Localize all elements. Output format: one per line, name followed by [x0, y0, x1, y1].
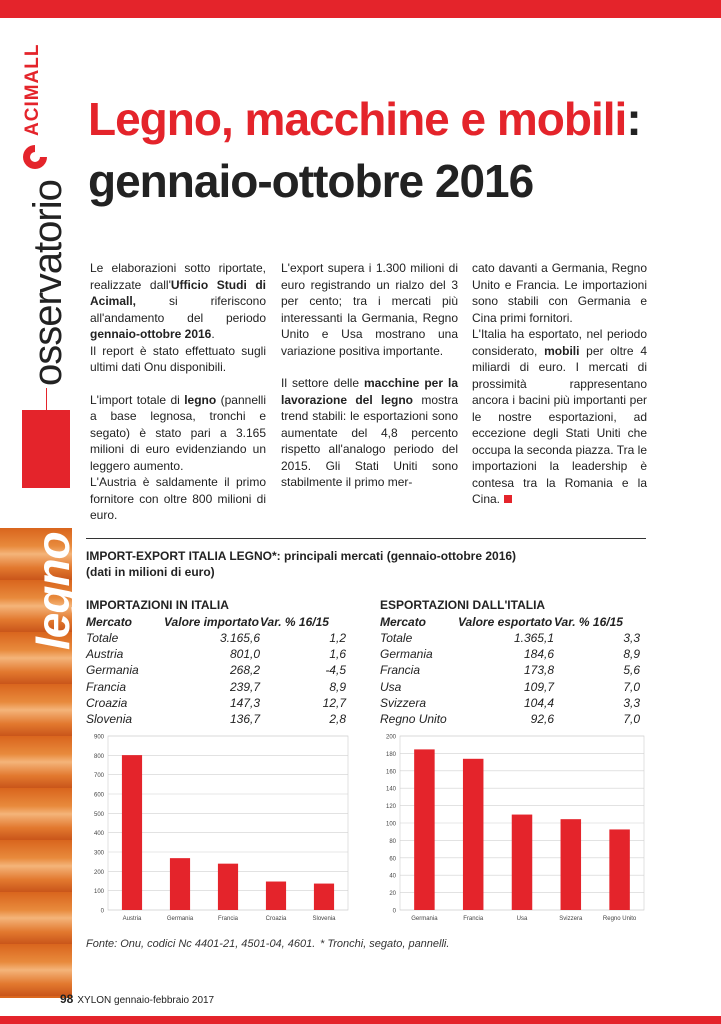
- y-tick-label: 900: [93, 734, 104, 741]
- y-tick-label: 160: [385, 769, 396, 776]
- table-cell: 8,9: [623, 647, 640, 662]
- x-tick-label: Svizzera: [559, 916, 583, 922]
- article-column-1: [90, 260, 266, 540]
- table-cell: Totale: [380, 631, 413, 646]
- table-row: [86, 711, 346, 727]
- y-tick-label: 140: [385, 786, 396, 793]
- x-tick-label: Germania: [411, 916, 438, 922]
- side-divider: [46, 388, 47, 412]
- table-divider: [86, 538, 646, 539]
- table-title: IMPORT-EXPORT ITALIA LEGNO*: principali mercati (gennaio-ottobre 2016) (dati in milioni di euro): [86, 549, 517, 579]
- table-row: [380, 679, 640, 695]
- page-number: 98: [60, 992, 74, 1006]
- column-header: Mercato: [380, 615, 427, 629]
- table-row: [86, 662, 346, 678]
- table-cell: 3,3: [623, 695, 640, 710]
- x-tick-label: Austria: [122, 916, 142, 922]
- table-cell: Germania: [86, 663, 139, 678]
- exports-bar-chart: [374, 728, 648, 928]
- bar: [609, 829, 629, 910]
- bar: [463, 759, 483, 910]
- source-note: Fonte: Onu, codici Nc 4401-21, 4501-04, 4601.: [86, 938, 316, 950]
- table-row: [86, 679, 346, 695]
- imports-table: [86, 598, 346, 727]
- exports-table: [380, 598, 640, 727]
- bar: [218, 864, 238, 910]
- paragraph: Il settore delle macchine per la lavorazione del legno mostra trend stabili: le esportazioni sono aumentate del 4,8 percento rispetto all'analogo periodo del 2015. Gli Stati Uniti sono stabilmente il primo mer-: [281, 376, 458, 489]
- bar: [170, 858, 190, 910]
- x-tick-label: Slovenia: [312, 916, 336, 922]
- table-cell: Regno Unito: [380, 712, 447, 727]
- y-tick-label: 80: [389, 838, 396, 845]
- table-row: [380, 630, 640, 646]
- y-tick-label: 500: [93, 811, 104, 818]
- x-tick-label: Usa: [516, 916, 528, 922]
- paragraph: Le elaborazioni sotto riportate, realizzate dall'Ufficio Studi di Acimall, si riferiscono all'andamento del periodo gennaio-ottobre 2016. Il report è stato effettuato sugli ultimi dati Onu disponibili.: [90, 261, 266, 374]
- column-header: Var. % 16/15: [554, 615, 623, 629]
- table-cell: 109,7: [523, 679, 554, 694]
- y-tick-label: 60: [389, 856, 396, 863]
- y-tick-label: 180: [385, 751, 396, 758]
- table-row: [380, 662, 640, 678]
- title-colon: :: [626, 93, 641, 145]
- table-cell: 239,7: [229, 679, 260, 694]
- acimall-logo-icon: [20, 142, 50, 172]
- table-cell: 7,0: [623, 679, 640, 694]
- table-cell: 5,6: [623, 663, 640, 678]
- table-cell: 1.365,1: [513, 631, 554, 646]
- brand-logo-text: ACIMALL: [22, 43, 43, 136]
- table-cell: Francia: [380, 663, 421, 678]
- table-cell: 1,2: [329, 631, 346, 646]
- table-cell: Germania: [380, 647, 433, 662]
- bar: [266, 882, 286, 910]
- y-tick-label: 800: [93, 753, 104, 760]
- table-cell: Svizzera: [380, 695, 427, 710]
- table-row: [380, 646, 640, 662]
- footnote: * Tronchi, segato, pannelli.: [320, 938, 450, 950]
- y-tick-label: 600: [93, 792, 104, 799]
- table-cell: 7,0: [623, 712, 640, 727]
- table-cell: 801,0: [229, 647, 260, 662]
- wood-section-label: legno: [27, 532, 79, 650]
- x-tick-label: Regno Unito: [602, 916, 637, 922]
- table-row: [86, 646, 346, 662]
- y-tick-label: 100: [93, 889, 104, 896]
- y-tick-label: 120: [385, 804, 396, 811]
- title-line-1: Legno, macchine e mobili: [88, 93, 627, 145]
- paragraph: cato davanti a Germania, Regno Unito e Francia. Le importazioni sono stabili con Germania e Cina primi fornitori. L'Italia ha esportato, nel periodo considerato, mobili per oltre 4 miliardi di euro. I mercati di prossimità rappresentano ancora i bacini più importanti per le nostre esportazioni, ad eccezione degli Stati Uniti che occupa la seconda piazza. Tra le importazioni la leadership è contesa tra la Romania e la Cina.: [472, 261, 647, 506]
- table-cell: 2,8: [329, 712, 346, 727]
- bar: [122, 755, 142, 910]
- bar: [561, 819, 581, 910]
- table-cell: Slovenia: [86, 712, 133, 727]
- bar: [414, 749, 434, 910]
- table-cell: 184,6: [523, 647, 554, 662]
- end-mark-icon: [504, 495, 512, 503]
- bar: [512, 815, 532, 910]
- bottom-red-bar: [0, 1016, 721, 1024]
- x-tick-label: Francia: [217, 916, 239, 922]
- exports-heading: ESPORTAZIONI DALL'ITALIA: [380, 598, 546, 612]
- column-header: Var. % 16/15: [260, 615, 329, 629]
- page-footer: [60, 992, 214, 1006]
- y-tick-label: 300: [93, 850, 104, 857]
- paragraph: L'export supera i 1.300 milioni di euro registrando un rialzo del 3 per cento; tra i mercati più interessanti la Germania, Regno Unito e Usa mostrano una variazione positiva importante.: [281, 261, 458, 358]
- table-row: [380, 711, 640, 727]
- page-title: [88, 88, 708, 212]
- title-line-2: gennaio-ottobre 2016: [88, 155, 534, 207]
- table-cell: 147,3: [229, 695, 260, 710]
- table-row: [86, 630, 346, 646]
- y-tick-label: 400: [93, 831, 104, 838]
- table-cell: 136,7: [229, 712, 260, 727]
- column-header: Valore esportato: [458, 615, 553, 629]
- table-cell: 12,7: [322, 695, 346, 710]
- y-tick-label: 40: [389, 873, 396, 880]
- table-cell: 92,6: [530, 712, 554, 727]
- table-row: [86, 695, 346, 711]
- section-label: osservatorio: [26, 180, 70, 386]
- paragraph: L'import totale di legno (pannelli a base legnosa, tronchi e segato) è stato pari a 3.165 milioni di euro evidenziando un leggero aumento. L'Austria è saldamente il primo fornitore con oltre 800 milioni di euro.: [90, 392, 266, 522]
- imports-bar-chart: [82, 728, 352, 928]
- column-header: Valore importato: [164, 615, 259, 629]
- table-cell: 268,2: [229, 663, 260, 678]
- bar: [314, 884, 334, 910]
- table-cell: Totale: [86, 631, 119, 646]
- column-header: Mercato: [86, 615, 133, 629]
- y-tick-label: 20: [389, 891, 396, 898]
- x-tick-label: Francia: [463, 916, 484, 922]
- y-tick-label: 200: [385, 734, 396, 741]
- table-cell: Croazia: [86, 695, 128, 710]
- x-tick-label: Germania: [166, 916, 194, 922]
- table-row: [380, 695, 640, 711]
- y-tick-label: 200: [93, 869, 104, 876]
- table-cell: 3,3: [623, 631, 640, 646]
- article-column-3: [472, 260, 647, 524]
- y-tick-label: 100: [385, 821, 396, 828]
- top-red-bar: [0, 0, 721, 18]
- table-cell: Austria: [86, 647, 124, 662]
- y-tick-label: 0: [100, 908, 104, 915]
- article-column-2: [281, 260, 458, 507]
- table-cell: 3.165,6: [219, 631, 260, 646]
- table-cell: 1,6: [329, 647, 346, 662]
- imports-heading: IMPORTAZIONI IN ITALIA: [86, 598, 229, 612]
- table-cell: 173,8: [523, 663, 554, 678]
- x-tick-label: Croazia: [265, 916, 287, 922]
- table-cell: Francia: [86, 679, 127, 694]
- magazine-info: XYLON gennaio-febbraio 2017: [77, 995, 215, 1006]
- y-tick-label: 700: [93, 773, 104, 780]
- y-tick-label: 0: [392, 908, 396, 915]
- table-cell: Usa: [380, 679, 402, 694]
- table-cell: 8,9: [329, 679, 346, 694]
- table-cell: 104,4: [523, 695, 554, 710]
- table-cell: -4,5: [325, 663, 346, 678]
- side-red-block: [22, 410, 70, 488]
